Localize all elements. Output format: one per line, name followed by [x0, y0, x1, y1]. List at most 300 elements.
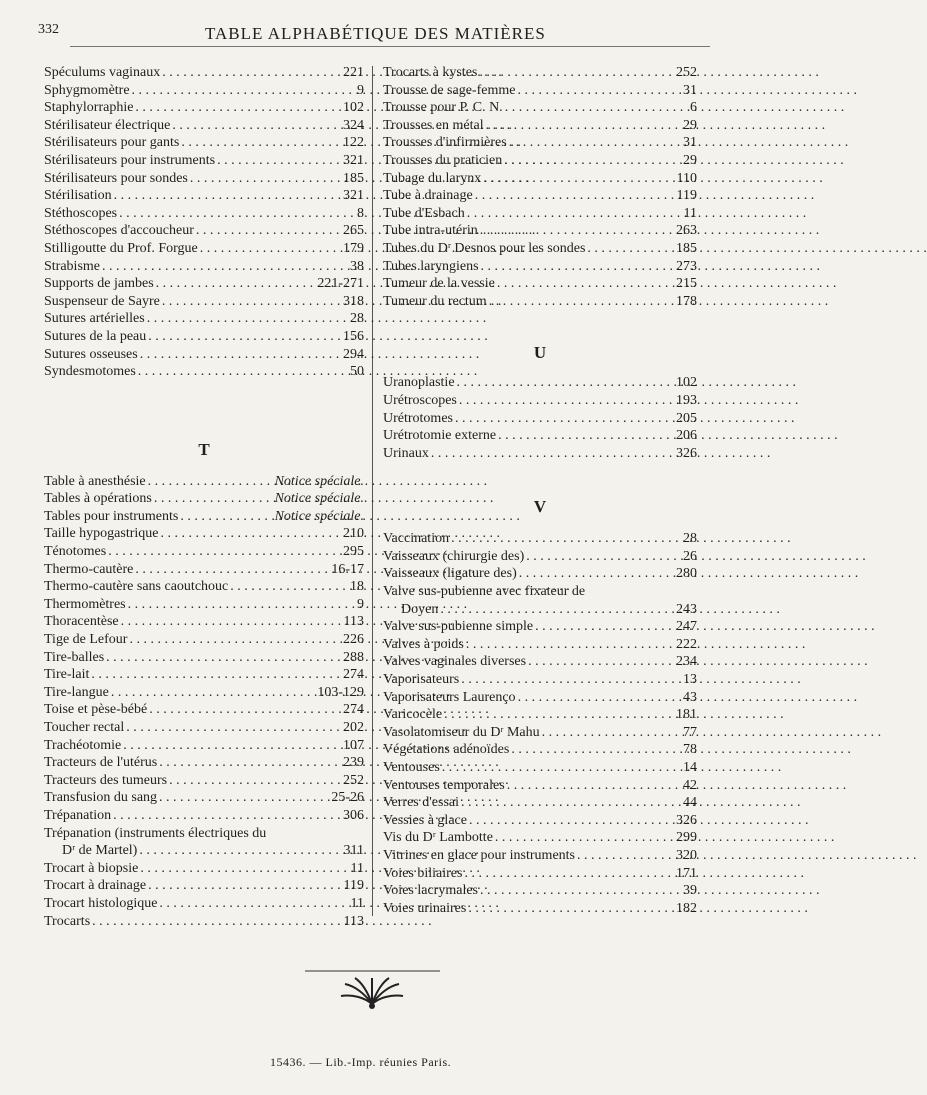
entry-term: Vaporisateurs: [383, 672, 460, 688]
index-entry: [383, 847, 697, 865]
entry-term: Valves vaginales diverses: [383, 654, 527, 670]
entry-page: 31: [683, 82, 697, 98]
entry-term: Tables à opérations: [44, 491, 152, 507]
entry-term: Spéculums vaginaux: [44, 65, 161, 80]
leader-dots: [486, 117, 681, 135]
entry-term: Valves à poids: [383, 636, 464, 652]
index-entry: [44, 473, 364, 491]
leader-dots: [129, 631, 341, 649]
entry-page: 25-26: [331, 790, 364, 806]
leader-dots: [128, 596, 355, 614]
entry-term: Sphygmomètre: [44, 82, 130, 98]
index-entry: [383, 601, 697, 619]
leader-dots: [466, 636, 674, 654]
leader-dots: [147, 310, 348, 328]
entry-term: Tire-balles: [44, 649, 105, 665]
entry-page: 215: [676, 276, 697, 292]
entry-term: Sutures osseuses: [44, 346, 138, 362]
entry-term: Uranoplastie: [383, 375, 455, 391]
entry-term: Tables pour instruments: [44, 508, 179, 524]
index-entry: [44, 508, 364, 526]
entry-page: 29: [683, 152, 697, 168]
leader-dots: [517, 82, 681, 100]
leader-dots: [121, 613, 342, 631]
t-entries: [44, 473, 364, 825]
entry-page: 102: [343, 100, 364, 116]
entry-term: Vaccination: [383, 531, 450, 547]
index-entry: [44, 363, 364, 381]
index-entry: [44, 258, 364, 276]
entry-page: 221-271: [317, 276, 364, 292]
index-entry: [44, 596, 364, 614]
leader-dots: [464, 865, 674, 883]
entry-term: Thermomètres: [44, 596, 126, 612]
entry-page: 16-17: [331, 561, 364, 577]
entry-page: 122: [343, 135, 364, 151]
entry-page: 226: [343, 632, 364, 648]
index-entry: [44, 737, 364, 755]
index-entry: [44, 205, 364, 223]
entry-term: Vitrines en glace pour instruments: [383, 847, 576, 863]
leader-dots: [139, 842, 341, 860]
leader-dots: [461, 794, 681, 812]
entry-page: 252: [676, 65, 697, 80]
entry-page: 265: [343, 223, 364, 239]
leader-dots: [119, 205, 355, 223]
leader-dots: [149, 701, 341, 719]
entry-page: 210: [343, 526, 364, 542]
leader-dots: [489, 293, 674, 311]
index-entry: [383, 117, 697, 135]
entry-page: Notice spéciale.: [274, 491, 364, 507]
index-entry: [383, 293, 697, 311]
entry-page: 326: [676, 445, 697, 461]
leader-dots: [481, 258, 674, 276]
entry-term: Vaisseaux (chirurgie des): [383, 548, 525, 564]
leader-dots: [108, 543, 341, 561]
entry-term: Trocarts à kystes: [383, 65, 478, 80]
leader-dots: [132, 82, 355, 100]
entry-term: Varicocèle: [383, 707, 443, 723]
leader-dots: [483, 170, 674, 188]
entry-term: Trousse pour P. C. N.: [383, 100, 503, 116]
leader-dots: [190, 170, 341, 188]
entry-term: Ténotomes: [44, 544, 107, 560]
leader-dots: [140, 346, 341, 364]
leader-dots: [459, 392, 674, 410]
entry-term: Trocarts: [44, 913, 91, 929]
entry-term: Urétroscopes: [383, 392, 457, 408]
index-entry: [44, 684, 364, 702]
entry-page: 171: [676, 865, 697, 881]
index-entry: [383, 777, 697, 795]
entry-term: Stilligoutte du Prof. Forgue: [44, 240, 198, 256]
index-entry: [383, 671, 697, 689]
entry-term: Sutures artérielles: [44, 311, 145, 327]
leader-dots: [542, 724, 681, 742]
index-entry: [44, 772, 364, 790]
entry-page: 6: [690, 100, 697, 116]
entry-page: 221: [343, 65, 364, 80]
leader-dots: [159, 895, 348, 913]
index-entry: [383, 187, 697, 205]
entry-term: Trachéotomie: [44, 737, 122, 753]
index-entry: [383, 653, 697, 671]
entry-page: 9: [357, 82, 364, 98]
entry-page: 274: [343, 702, 364, 718]
entry-page: 14: [683, 760, 697, 775]
index-entry: [44, 561, 364, 579]
entry-term: Stérilisateurs pour instruments: [44, 152, 216, 168]
index-entry: [44, 578, 364, 596]
entry-page: 243: [676, 601, 697, 617]
entry-page: Notice spéciale.: [274, 508, 364, 524]
entry-page: 326: [676, 812, 697, 828]
entry-page: 38: [350, 258, 364, 274]
index-entry: [383, 689, 697, 707]
leader-dots: [162, 293, 341, 311]
index-entry: [44, 649, 364, 667]
leader-dots: [507, 777, 681, 795]
entry-page: 263: [676, 223, 697, 239]
entry-page: 206: [676, 428, 697, 444]
entry-page: 222: [676, 636, 697, 652]
entry-term: Toise et pèse-bébé: [44, 702, 148, 718]
leader-dots: [217, 152, 341, 170]
index-entry: [383, 530, 697, 548]
fleuron-ornament-icon: [305, 968, 440, 1010]
u-entries: [383, 374, 697, 462]
entry-term: Tumeur de la vessie: [383, 276, 495, 292]
entry-term: Table à anesthésie: [44, 473, 146, 489]
entry-page: 119: [343, 878, 364, 894]
index-entry: [383, 152, 697, 170]
entry-page: 185: [343, 170, 364, 186]
index-entry: [383, 205, 697, 223]
index-entry: [383, 565, 697, 583]
entry-page: 11: [350, 860, 364, 876]
leader-dots: [230, 578, 348, 596]
entry-term: Voies urinaires: [383, 900, 467, 916]
leader-dots: [495, 829, 674, 847]
entry-page: 274: [343, 667, 364, 683]
leader-dots: [468, 900, 674, 918]
entry-page: 252: [343, 772, 364, 788]
entry-term: Vis du Dʳ Lambotte: [383, 830, 493, 846]
section-heading-t: T: [198, 439, 210, 459]
index-entry-wrap-first-line: Trépanation (instruments électriques du: [44, 825, 267, 841]
index-entry: [383, 222, 697, 240]
index-entry: [383, 82, 697, 100]
leader-dots: [475, 187, 675, 205]
entry-page: 311: [343, 843, 364, 859]
running-title: TABLE ALPHABÉTIQUE DES MATIÈRES: [205, 24, 546, 43]
entry-page: 113: [343, 614, 364, 630]
index-entry: [383, 134, 697, 152]
entry-page: 26: [683, 548, 697, 564]
index-entry: [383, 724, 697, 742]
leader-dots: [505, 99, 688, 117]
index-entry: [44, 543, 364, 561]
leader-dots: [161, 525, 342, 543]
entry-page: 294: [343, 346, 364, 362]
entry-term: Urinaux: [383, 445, 429, 461]
index-entry: [44, 666, 364, 684]
index-entry: [44, 842, 364, 860]
entry-page: 239: [343, 755, 364, 771]
index-entry: [44, 134, 364, 152]
leader-dots: [126, 719, 341, 737]
entry-term: Transfusion du sang: [44, 790, 158, 806]
entry-term: Tubes laryngiens: [383, 258, 479, 274]
entry-page: 273: [676, 258, 697, 274]
entry-page: 43: [683, 689, 697, 705]
leader-dots: [140, 860, 348, 878]
leader-dots: [106, 649, 341, 667]
leader-dots: [148, 473, 273, 491]
leader-dots: [467, 205, 682, 223]
leader-dots: [455, 410, 674, 428]
entry-page: 11: [350, 895, 364, 911]
entry-page: 182: [676, 900, 697, 916]
index-entry: [44, 293, 364, 311]
entry-page: 42: [683, 777, 697, 793]
entry-page: 29: [683, 117, 697, 133]
entry-term: Tube à drainage: [383, 188, 473, 204]
entry-page: 247: [676, 619, 697, 635]
index-entry: [44, 860, 364, 878]
entry-term: Stéthoscopes d'accoucheur: [44, 223, 194, 239]
leader-dots: [172, 117, 341, 135]
index-entry: [44, 877, 364, 895]
index-entry: [383, 240, 697, 258]
leader-dots: [135, 561, 329, 579]
index-entry: [383, 865, 697, 883]
index-entry: [44, 275, 364, 293]
leader-dots: [451, 530, 681, 548]
leader-dots: [498, 427, 674, 445]
index-entry: [383, 427, 697, 445]
entry-page: 11: [683, 205, 697, 221]
leader-dots: [431, 445, 674, 463]
entry-term: Taille hypogastrique: [44, 526, 159, 542]
entry-page: 320: [676, 847, 697, 863]
index-entry: [383, 374, 697, 392]
printer-imprint: 15436. — Lib.-Imp. réunies Paris.: [270, 1055, 452, 1069]
entry-page: 102: [676, 375, 697, 391]
index-entry: [44, 913, 364, 931]
entry-term: Tire-langue: [44, 684, 109, 700]
entry-term: Valve sus-pubienne simple: [383, 619, 534, 635]
leader-dots: [196, 222, 341, 240]
s-entries: [44, 64, 364, 381]
index-entry: [383, 812, 697, 830]
entry-page: 318: [343, 293, 364, 309]
leader-dots: [480, 222, 674, 240]
entry-term: Voies biliaires: [383, 865, 463, 881]
leader-dots: [200, 240, 341, 258]
index-entry: [383, 706, 697, 724]
entry-page: 156: [343, 328, 364, 344]
t-entries-after: [44, 860, 364, 930]
leader-dots: [162, 64, 341, 82]
leader-dots: [442, 759, 681, 777]
entry-page: 181: [676, 707, 697, 723]
leader-dots: [111, 684, 316, 702]
index-entry: [44, 187, 364, 205]
right-column: [383, 64, 697, 917]
leader-dots: [92, 913, 341, 931]
leader-dots: [440, 601, 674, 619]
index-entry: [44, 754, 364, 772]
entry-term: Trocart histologique: [44, 895, 158, 911]
entry-term: Tire-lait: [44, 667, 90, 683]
entry-page: 50: [350, 364, 364, 380]
entry-page: 18: [350, 579, 364, 595]
index-entry: [383, 64, 697, 82]
index-entry: [44, 310, 364, 328]
leader-dots: [113, 807, 341, 825]
index-entry: [44, 152, 364, 170]
index-entry: [383, 275, 697, 293]
entry-page: 8: [357, 205, 364, 221]
entry-term: Trousses d'infirmières: [383, 135, 507, 151]
entry-term: Végétations adénoïdes: [383, 742, 510, 758]
entry-term: Ventouses: [383, 760, 440, 775]
entry-page: 321: [343, 188, 364, 204]
entry-term: Sutures de la peau: [44, 328, 147, 344]
leader-dots: [169, 772, 341, 790]
entry-page: 78: [683, 742, 697, 758]
header-rule: [70, 46, 710, 47]
entry-term: Dʳ de Martel): [62, 843, 138, 859]
entry-term: Thermo-cautère: [44, 561, 134, 577]
leader-dots: [587, 240, 674, 258]
entry-term: Tube d'Esbach: [383, 205, 465, 221]
index-entry: [383, 882, 697, 900]
index-entry: [383, 794, 697, 812]
leader-dots: [526, 548, 681, 566]
index-entry: [44, 117, 364, 135]
entry-page: 185: [676, 240, 697, 256]
leader-dots: [181, 134, 341, 152]
entry-page: 321: [343, 152, 364, 168]
entry-term: Syndesmotomes: [44, 364, 136, 380]
entry-term: Trocart à drainage: [44, 878, 147, 894]
entry-term: Stérilisateurs pour gants: [44, 135, 180, 151]
index-entry: [44, 789, 364, 807]
entry-page: 179: [343, 240, 364, 256]
entry-page: 77: [683, 724, 697, 740]
leader-dots: [504, 152, 681, 170]
index-entry: [44, 613, 364, 631]
t-entries-right: [383, 64, 697, 310]
index-entry: [44, 240, 364, 258]
entry-page: 31: [683, 135, 697, 151]
leader-dots: [148, 328, 341, 346]
entry-term: Trousses du praticien: [383, 152, 503, 168]
entry-page: 295: [343, 544, 364, 560]
leader-dots: [138, 363, 348, 381]
entry-page: 110: [676, 170, 697, 186]
entry-term: Urétrotomes: [383, 410, 453, 426]
leader-dots: [535, 618, 674, 636]
entry-term: Suspenseur de Sayre: [44, 293, 160, 309]
index-entry: [44, 222, 364, 240]
entry-term: Stéthoscopes: [44, 205, 118, 221]
leader-dots: [509, 134, 681, 152]
entry-term: Vaporisateurs Laurenço: [383, 689, 516, 705]
entry-page: 324: [343, 117, 364, 133]
leader-dots: [511, 741, 681, 759]
entry-page: Notice spéciale.: [274, 473, 364, 489]
index-entry: [383, 99, 697, 117]
entry-term: Tubage du larynx: [383, 170, 482, 186]
index-entry: [383, 618, 697, 636]
entry-term: Tige de Lefour: [44, 632, 128, 648]
entry-term: Vessies à glace: [383, 812, 467, 828]
v-entries: [383, 530, 697, 583]
entry-page: 107: [343, 737, 364, 753]
entry-page: 205: [676, 410, 697, 426]
entry-page: 202: [343, 720, 364, 735]
leader-dots: [480, 882, 681, 900]
index-entry-wrap-first-line: Valve sus-pubienne avec fixateur de: [383, 584, 586, 600]
index-entry: [44, 82, 364, 100]
index-entry: [44, 895, 364, 913]
leader-dots: [114, 187, 341, 205]
index-entry: [44, 64, 364, 82]
entry-term: Voies lacrymales: [383, 883, 478, 899]
entry-page: 306: [343, 807, 364, 823]
entry-term: Trousse de sage-femme: [383, 82, 516, 98]
index-entry: [44, 631, 364, 649]
entry-term: Stérilisateur électrique: [44, 117, 171, 133]
entry-page: 28: [683, 531, 697, 547]
index-entry: [383, 829, 697, 847]
entry-page: 103-129: [317, 684, 364, 700]
leader-dots: [135, 99, 341, 117]
entry-page: 234: [676, 654, 697, 670]
leader-dots: [519, 565, 674, 583]
entry-term: Tubes du Dʳ Desnos pour les sondes: [383, 240, 586, 256]
index-entry: [383, 900, 697, 918]
leader-dots: [154, 490, 273, 508]
index-entry: [383, 759, 697, 777]
index-entry: [44, 170, 364, 188]
leader-dots: [469, 812, 674, 830]
leader-dots: [148, 877, 341, 895]
index-entry: [44, 346, 364, 364]
leader-dots: [180, 508, 272, 526]
page-number: 332: [38, 22, 59, 37]
leader-dots: [102, 258, 348, 276]
leader-dots: [457, 374, 674, 392]
index-entry: [383, 410, 697, 428]
entry-page: 44: [683, 795, 697, 811]
leader-dots: [528, 653, 674, 671]
entry-term: Verres d'essai: [383, 795, 459, 811]
leader-dots: [577, 847, 674, 865]
entry-term: Stérilisateurs pour sondes: [44, 170, 188, 186]
entry-term: Thermo-cautère sans caoutchouc: [44, 579, 229, 595]
section-heading-v: V: [533, 497, 547, 517]
entry-term: Toucher rectal: [44, 720, 125, 735]
entry-page: 178: [676, 293, 697, 309]
leader-dots: [479, 64, 674, 82]
entry-page: 13: [683, 672, 697, 688]
index-entry: [383, 445, 697, 463]
